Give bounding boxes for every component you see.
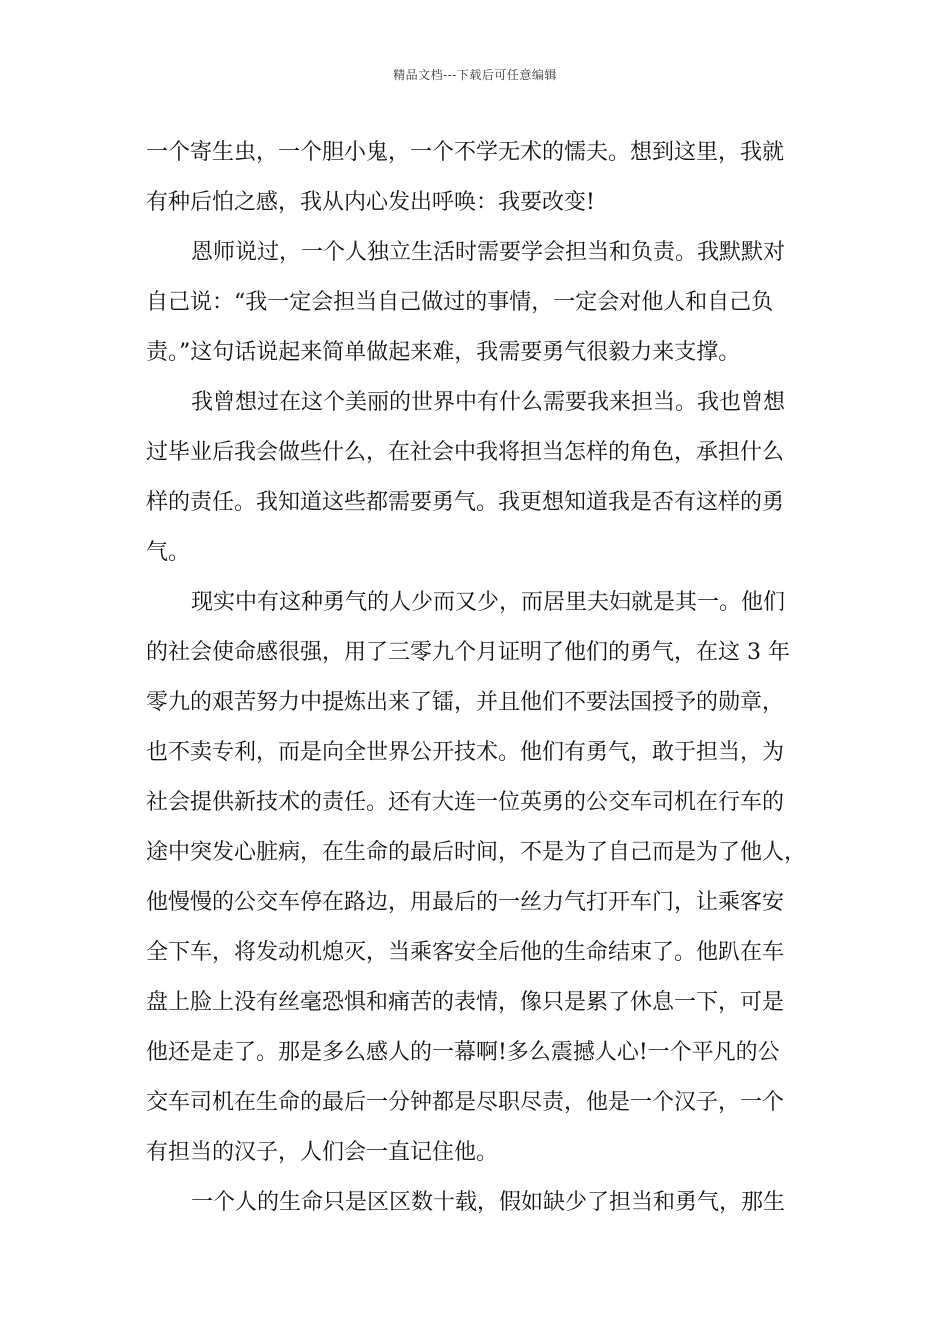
text-line: 他还是走了。那是多么感人的一幕啊!多么震撼人心!一个平凡的公	[146, 1040, 780, 1065]
text-line: 我曾想过在这个美丽的世界中有什么需要我来担当。我也曾想	[191, 390, 786, 415]
text-line: 全下车，将发动机熄灭，当乘客安全后他的生命结束了。他趴在车	[146, 940, 785, 965]
text-line: 社会提供新技术的责任。还有大连一位英勇的公交车司机在行车的	[146, 790, 785, 815]
text-line: 一个寄生虫，一个胆小鬼，一个不学无术的懦夫。想到这里，我就	[146, 140, 785, 165]
text-line: 样的责任。我知道这些都需要勇气。我更想知道我是否有这样的勇	[146, 490, 785, 515]
text-line: 的社会使命感很强，用了三零九个月证明了他们的勇气，在这 3 年	[146, 640, 790, 665]
text-line: 有担当的汉子，人们会一直记住他。	[146, 1140, 499, 1165]
text-line: 有种后怕之感，我从内心发出呼唤：我要改变!	[146, 190, 595, 215]
text-line: 过毕业后我会做些什么，在社会中我将担当怎样的角色，承担什么	[146, 440, 785, 465]
text-line: 恩师说过，一个人独立生活时需要学会担当和负责。我默默对	[191, 240, 786, 265]
text-line: 责。”这句话说起来简单做起来难，我需要勇气很毅力来支撑。	[146, 340, 741, 365]
paragraph	[146, 378, 816, 578]
text-line: 他慢慢的公交车停在路边，用最后的一丝力气打开车门，让乘客安	[146, 890, 785, 915]
text-line: 途中突发心脏病，在生命的最后时间，不是为了自己而是为了他人，	[146, 840, 807, 865]
text-line: 也不卖专利，而是向全世界公开技术。他们有勇气，敢于担当，为	[146, 740, 785, 765]
paragraph	[146, 1178, 816, 1228]
text-line: 盘上脸上没有丝毫恐惧和痛苦的表情，像只是累了休息一下，可是	[146, 990, 785, 1015]
text-line: 一个人的生命只是区区数十载，假如缺少了担当和勇气，那生	[191, 1190, 786, 1215]
paragraph	[146, 128, 816, 228]
body-text	[146, 128, 816, 1228]
text-line: 现实中有这种勇气的人少而又少，而居里夫妇就是其一。他们	[191, 590, 786, 615]
paragraph	[146, 578, 816, 1178]
paragraph	[146, 228, 816, 378]
text-line: 零九的艰苦努力中提炼出来了镭，并且他们不要法国授予的勋章，	[146, 690, 785, 715]
text-line: 交车司机在生命的最后一分钟都是尽职尽责，他是一个汉子，一个	[146, 1090, 785, 1115]
page-header: 精品文档---下载后可任意编辑	[393, 68, 557, 82]
text-line: 自己说：“我一定会担当自己做过的事情，一定会对他人和自己负	[146, 290, 774, 315]
text-line: 气。	[146, 540, 191, 565]
